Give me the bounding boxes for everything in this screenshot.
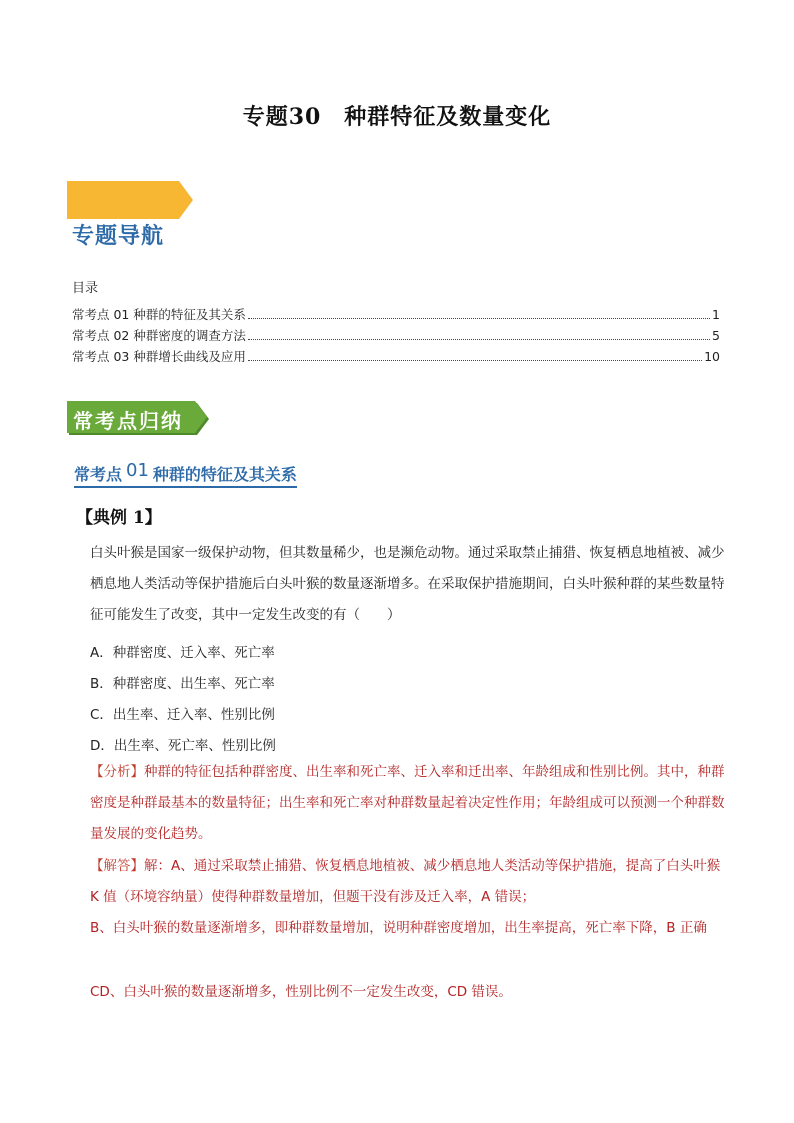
toc-entry[interactable] xyxy=(72,347,720,365)
toc-entry-label: 常考点 02 种群密度的调查方法 xyxy=(72,328,246,343)
toc-entry-label: 常考点 03 种群增长曲线及应用 xyxy=(72,349,246,364)
toc-leader-dots xyxy=(248,350,702,361)
option-d: D．出生率、死亡率、性别比例 xyxy=(90,738,276,754)
summary-banner-label: 常考点归纳 xyxy=(73,409,183,433)
toc-entry-label: 常考点 01 种群的特征及其关系 xyxy=(72,307,246,322)
nav-banner-shape xyxy=(67,181,193,219)
section-number: 01 xyxy=(126,460,149,481)
option-a: A．种群密度、迁入率、死亡率 xyxy=(90,645,275,661)
section-prefix: 常考点 xyxy=(74,465,123,484)
nav-banner-label: 专题导航 xyxy=(72,224,165,249)
toc-entry-page: 1 xyxy=(712,307,720,322)
analysis-text: 种群的特征包括种群密度、出生率和死亡率、迁入率和迁出率、年龄组成和性别比例。其中，种群密度是种群最基本的数量特征；出生率和死亡率对种群数量起着决定性作用；年龄组成可以预测一个种群数量发展的变化趋势。 xyxy=(90,764,725,842)
answer-line: B、白头叶猴的数量逐渐增多，即种群数量增加，说明种群密度增加，出生率提高，死亡率下降，B 正确 xyxy=(90,920,707,936)
analysis-block xyxy=(90,757,730,850)
option-c: C．出生率、迁入率、性别比例 xyxy=(90,707,275,723)
toc-entry-page: 10 xyxy=(704,349,720,364)
answer-line: 解：A、通过采取禁止捕猎、恢复栖息地植被、减少栖息地人类活动等保护措施，提高了白头叶猴 K 值（环境容纳量）使得种群数量增加，但题干没有涉及迁入率，A 错误； xyxy=(90,858,721,905)
toc-entry-page: 5 xyxy=(712,328,720,343)
answer-block xyxy=(90,851,730,913)
option-b: B．种群密度、出生率、死亡率 xyxy=(90,676,275,692)
toc-entry[interactable] xyxy=(72,326,720,344)
section-title: 种群的特征及其关系 xyxy=(152,465,297,484)
answer-tag: 【解答】 xyxy=(90,858,144,874)
toc-leader-dots xyxy=(248,329,710,340)
analysis-tag: 【分析】 xyxy=(90,764,144,780)
toc-leader-dots xyxy=(248,308,710,319)
answer-line: CD、白头叶猴的数量逐渐增多，性别比例不一定发生改变，CD 错误。 xyxy=(90,984,512,1000)
toc-entry[interactable] xyxy=(72,305,720,323)
question-text: 白头叶猴是国家一级保护动物，但其数量稀少，也是濒危动物。通过采取禁止捕猎、恢复栖息地植被、减少栖息地人类活动等保护措施后白头叶猴的数量逐渐增多。在采取保护措施期间，白头叶猴种群的某些数量特征可能发生了改变，其中一定发生改变的有（ ） xyxy=(90,545,725,623)
section-heading xyxy=(74,462,297,488)
toc-heading: 目录 xyxy=(72,281,99,296)
example-label: 【典例 1】 xyxy=(76,508,162,528)
page-title: 专题30 种群特征及数量变化 xyxy=(242,104,552,130)
